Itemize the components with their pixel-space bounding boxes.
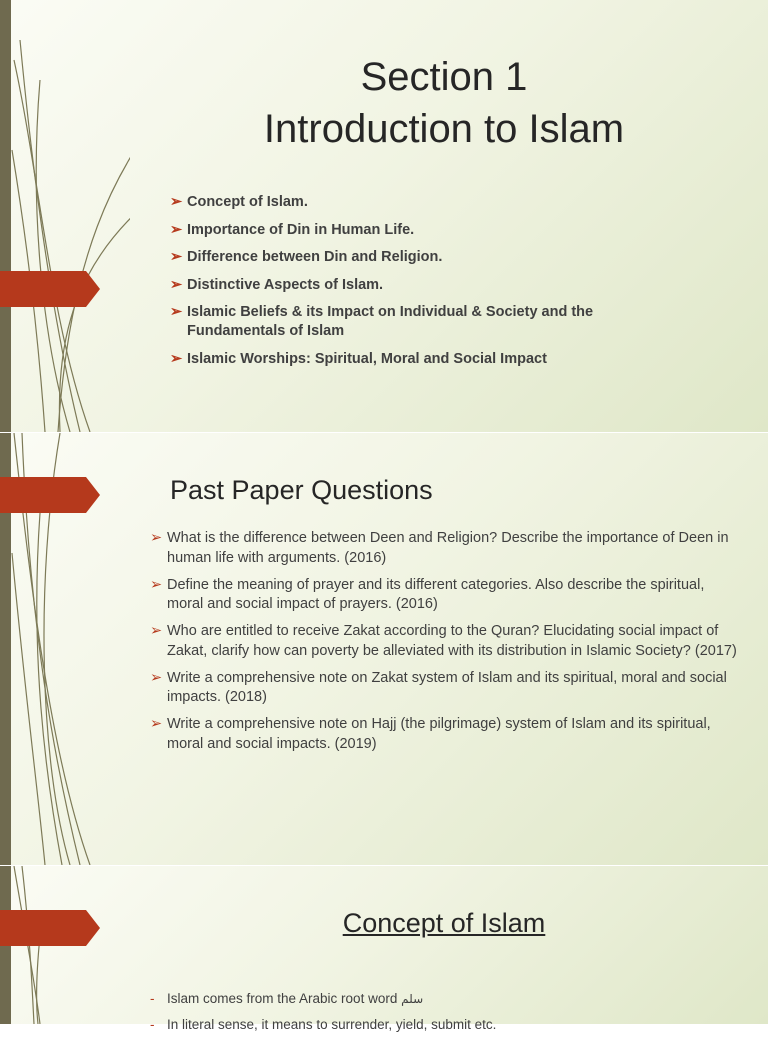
list-item: ➢ Islamic Worships: Spiritual, Moral and Social Impact: [170, 350, 547, 367]
arrow-bullet-icon: ➢: [150, 530, 163, 546]
dash-bullet-icon: -: [150, 991, 155, 1006]
arrow-bullet-icon: ➢: [170, 304, 183, 320]
list-item: ➢ Write a comprehensive note on Hajj (the pilgrimage) system of Islam and its spiritual, moral and social impacts. (2019): [150, 716, 711, 752]
topics-list: [170, 193, 670, 377]
red-arrow-tag: [0, 477, 100, 513]
arrow-bullet-icon: ➢: [170, 194, 183, 210]
slide-title-line-1: Section 1: [360, 55, 528, 99]
list-item: ➢ Difference between Din and Religion.: [170, 249, 443, 265]
arrow-bullet-icon: ➢: [150, 623, 163, 639]
red-arrow-tag: [0, 271, 100, 307]
past-paper-questions-list: [150, 529, 740, 762]
arrow-bullet-icon: ➢: [150, 576, 163, 593]
arrow-bullet-icon: ➢: [150, 669, 163, 686]
arrow-bullet-icon: ➢: [170, 350, 183, 367]
dash-bullet-icon: -: [150, 1017, 155, 1032]
concept-list: [150, 990, 710, 1042]
arrow-bullet-icon: ➢: [170, 249, 183, 265]
arrow-bullet-icon: ➢: [170, 221, 183, 238]
list-item: ➢ What is the difference between Deen and Religion? Describe the importance of Deen in human life with arguments. (2016): [150, 530, 729, 566]
list-item: ➢ Distinctive Aspects of Islam.: [170, 276, 384, 293]
slide-1: [0, 0, 768, 432]
slide-title-line-2: Introduction to Islam: [263, 107, 625, 151]
arabic-root-word: سلم: [401, 992, 424, 1006]
list-item: ➢ Importance of Din in Human Life.: [170, 221, 415, 238]
section-heading: Past Paper Questions: [170, 475, 433, 505]
list-item: - Islam comes from the Arabic root word سلم: [150, 991, 424, 1006]
section-heading: Concept of Islam: [342, 908, 546, 938]
list-item: - In literal sense, it means to surrender, yield, submit etc.: [150, 1017, 497, 1032]
list-item: ➢ Islamic Beliefs & its Impact on Individual & Society and the Fundamentals of Islam: [170, 304, 594, 339]
arrow-bullet-icon: ➢: [170, 276, 183, 293]
list-item: ➢ Define the meaning of prayer and its different categories. Also describe the spiritual, moral and social impact of prayers. (2016): [150, 576, 705, 612]
list-item: ➢ Write a comprehensive note on Zakat system of Islam and its spiritual, moral and social impacts. (2018): [150, 669, 727, 705]
arrow-bullet-icon: ➢: [150, 716, 163, 732]
list-item: ➢ Concept of Islam.: [170, 194, 308, 210]
list-item: ➢ Who are entitled to receive Zakat according to the Quran? Elucidating social impact of Zakat, clarify how can poverty be alleviated with its distribution in Islamic Society? (2017): [150, 623, 737, 659]
decorative-swirl-graphic: [0, 0, 130, 432]
